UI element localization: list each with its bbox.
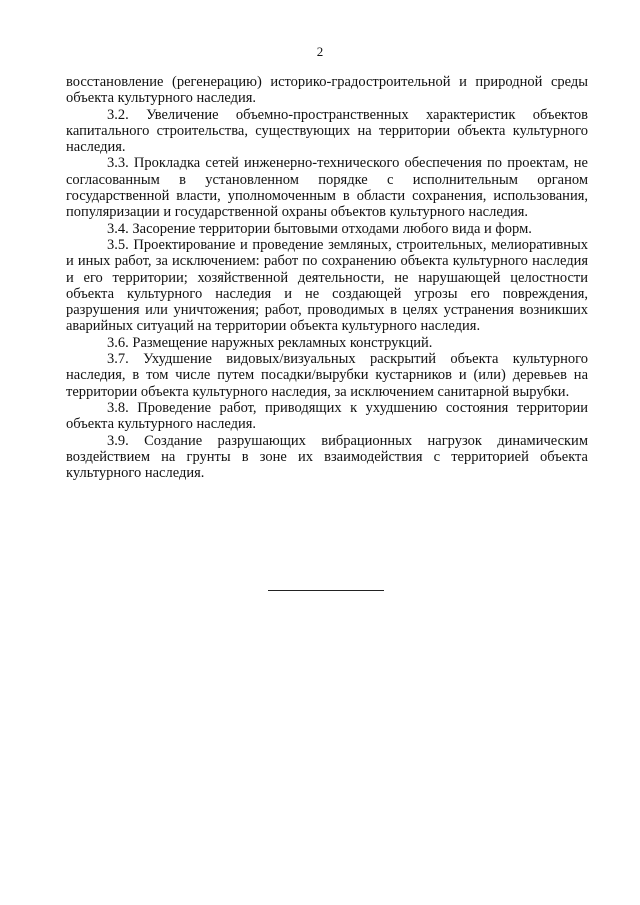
paragraph-3-3: 3.3. Прокладка сетей инженерно-технического обеспечения по проектам, не согласованным в установленном порядке с исполнительным органом государственной власти, уполномоченным в области сохранения, использования, популяризации и государственной охраны объектов культурного наследия. (66, 155, 588, 221)
paragraph-3-5: 3.5. Проектирование и проведение земляных, строительных, мелиоративных и иных работ, за исключением: работ по сохранению объекта культурного наследия и его территории; хозяйственной деятельности, не нарушающей целостности объекта культурного наследия и не создающей угрозы его повреждения, разрушения или уничтожения; работ, проводимых в целях устранения возникших аварийных ситуаций на территории объекта культурного наследия. (66, 236, 588, 335)
paragraph-3-8: 3.8. Проведение работ, приводящих к ухудшению состояния территории объекта культурного наследия. (66, 399, 588, 433)
end-separator-line (268, 590, 384, 591)
paragraph-3-7: 3.7. Ухудшение видовых/визуальных раскрытий объекта культурного наследия, в том числе путем посадки/вырубки кустарников и (или) деревьев на территории объекта культурного наследия, за исключением санитарной вырубки. (66, 351, 588, 400)
paragraph-3-2: 3.2. Увеличение объемно-пространственных характеристик объектов капитального строительства, существующих на территории объекта культурного наследия. (66, 106, 588, 156)
page-number: 2 (316, 44, 324, 59)
document-body (66, 74, 588, 481)
paragraph-3-9: 3.9. Создание разрушающих вибрационных нагрузок динамическим воздействием на грунты в зоне их взаимодействия с территорией объекта культурного наследия. (66, 432, 588, 482)
paragraph-continuation: восстановление (регенерацию) историко-градостроительной и природной среды объекта культурного наследия. (66, 74, 588, 107)
paragraph-3-6: 3.6. Размещение наружных рекламных конструкций. (107, 334, 433, 351)
paragraph-3-4: 3.4. Засорение территории бытовыми отходами любого вида и форм. (107, 220, 532, 237)
